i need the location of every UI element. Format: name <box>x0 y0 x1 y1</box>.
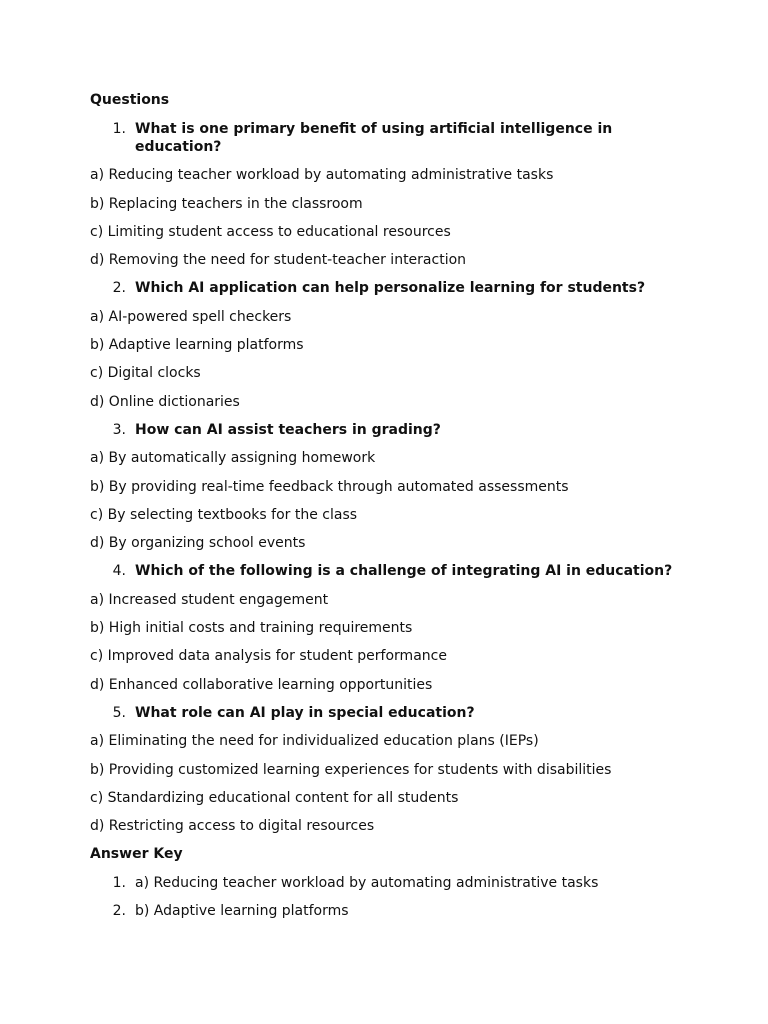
answer-option: c) Standardizing educational content for all students <box>90 789 459 806</box>
answer-option: a) Increased student engagement <box>90 591 329 608</box>
answer-option: d) Online dictionaries <box>90 393 240 410</box>
answer-option: a) By automatically assigning homework <box>90 450 376 467</box>
answer-option: d) Removing the need for student-teacher interaction <box>90 252 467 269</box>
question-block <box>90 562 690 693</box>
question-text: How can AI assist teachers in grading? <box>135 421 441 438</box>
question-block <box>90 120 690 269</box>
answer-option: a) AI-powered spell checkers <box>90 308 292 325</box>
answer-option: c) Improved data analysis for student performance <box>90 648 447 665</box>
answer-option: b) High initial costs and training requirements <box>90 620 413 637</box>
answer-key-item <box>90 874 690 892</box>
answer-option: b) Replacing teachers in the classroom <box>90 195 363 212</box>
question-text: Which of the following is a challenge of integrating AI in education? <box>135 563 673 580</box>
question-item <box>90 120 690 156</box>
question-number: 1. <box>112 121 126 137</box>
answer-number: 1. <box>112 874 126 891</box>
question-text: What role can AI play in special education? <box>135 704 475 721</box>
answer-option: c) Digital clocks <box>90 365 201 382</box>
question-number: 3. <box>112 421 126 438</box>
question-number: 4. <box>112 563 126 580</box>
question-block <box>90 704 690 835</box>
question-block <box>90 279 690 410</box>
answer-option: c) By selecting textbooks for the class <box>90 506 358 523</box>
answer-option: a) Eliminating the need for individualized education plans (IEPs) <box>90 733 539 750</box>
question-item <box>90 421 690 439</box>
question-item <box>90 279 690 297</box>
question-item <box>90 704 690 722</box>
answer-option: d) Enhanced collaborative learning opportunities <box>90 676 433 693</box>
question-number: 5. <box>112 704 126 721</box>
questions-heading: Questions <box>90 92 170 108</box>
question-block <box>90 421 690 552</box>
answer-text: a) Reducing teacher workload by automating administrative tasks <box>135 874 599 891</box>
answer-option: c) Limiting student access to educational resources <box>90 223 451 240</box>
answer-option: a) Reducing teacher workload by automating administrative tasks <box>90 167 554 184</box>
question-item <box>90 562 690 580</box>
question-text: Which AI application can help personalize learning for students? <box>135 280 646 297</box>
answer-option: b) By providing real-time feedback through automated assessments <box>90 478 569 495</box>
answer-text: b) Adaptive learning platforms <box>135 903 349 920</box>
answer-number: 2. <box>112 903 126 920</box>
answer-option: d) Restricting access to digital resources <box>90 818 375 835</box>
answer-key-heading: Answer Key <box>90 846 183 863</box>
document-content <box>90 91 690 920</box>
answer-option: b) Adaptive learning platforms <box>90 337 304 354</box>
answer-option: b) Providing customized learning experiences for students with disabilities <box>90 761 612 778</box>
question-number: 2. <box>112 280 126 297</box>
question-text: What is one primary benefit of using artificial intelligence in education? <box>135 121 613 155</box>
answer-key-item <box>90 902 690 920</box>
answer-option: d) By organizing school events <box>90 535 306 552</box>
